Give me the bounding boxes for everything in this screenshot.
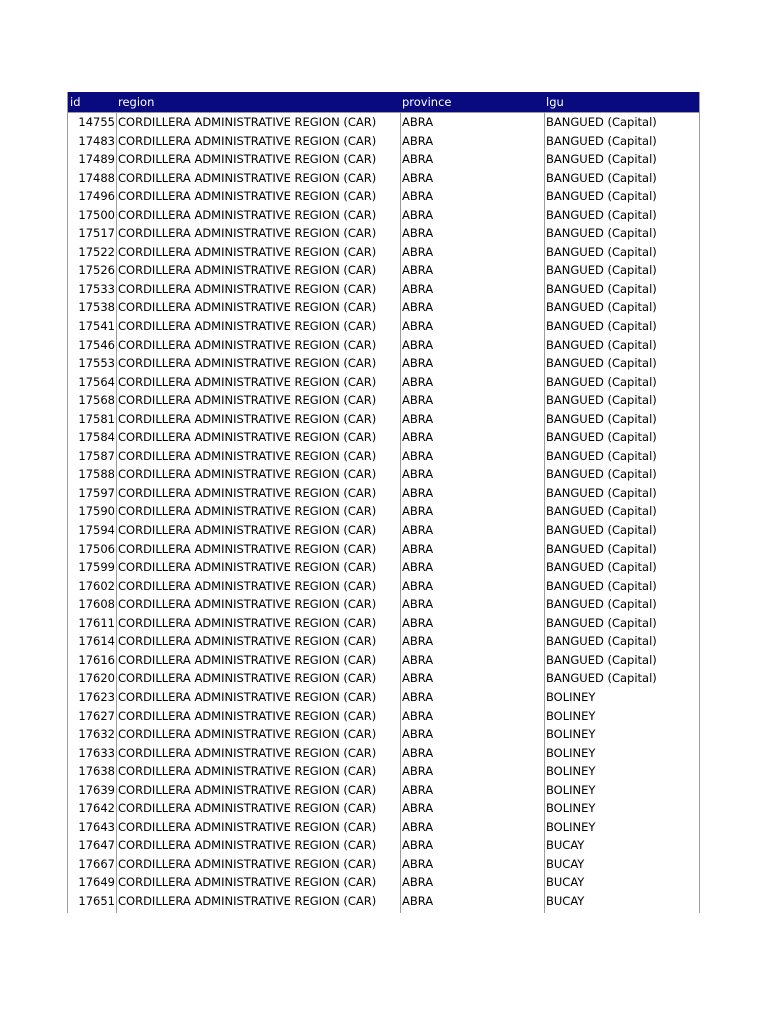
cell-id: 14755 [78,115,115,129]
cell-region: CORDILLERA ADMINISTRATIVE REGION (CAR) [118,541,377,556]
cell-region: CORDILLERA ADMINISTRATIVE REGION (CAR) [118,708,377,723]
cell-id: 17667 [78,856,115,871]
cell-province: ABRA [402,856,434,871]
header-province: province [402,95,452,109]
cell-region: CORDILLERA ADMINISTRATIVE REGION (CAR) [118,467,377,482]
table-row [68,614,699,633]
cell-province: ABRA [402,411,434,426]
table-row [68,484,699,503]
cell-id: 17506 [78,541,115,556]
cell-region: CORDILLERA ADMINISTRATIVE REGION (CAR) [118,856,377,871]
cell-lgu: BANGUED (Capital) [546,170,657,185]
cell-province: ABRA [402,189,434,204]
cell-province: ABRA [402,263,434,278]
cell-id: 17564 [78,374,115,389]
cell-province: ABRA [402,300,434,315]
cell-id: 17639 [78,782,115,797]
cell-province: ABRA [402,152,434,167]
cell-province: ABRA [402,819,434,834]
table-row [68,354,699,373]
cell-region: CORDILLERA ADMINISTRATIVE REGION (CAR) [118,189,377,204]
cell-region: CORDILLERA ADMINISTRATIVE REGION (CAR) [118,170,377,185]
cell-province: ABRA [402,467,434,482]
table-row [68,781,699,800]
cell-id: 17500 [78,207,115,222]
cell-region: CORDILLERA ADMINISTRATIVE REGION (CAR) [118,560,377,575]
cell-id: 17638 [78,764,115,779]
cell-province: ABRA [402,430,434,445]
cell-region: CORDILLERA ADMINISTRATIVE REGION (CAR) [118,578,377,593]
cell-province: ABRA [402,281,434,296]
table-row [68,669,699,688]
cell-id: 17614 [78,634,115,649]
cell-lgu: BUCAY [546,893,585,908]
cell-lgu: BANGUED (Capital) [546,504,657,519]
cell-lgu: BANGUED (Capital) [546,337,657,352]
cell-id: 17522 [78,244,115,259]
cell-lgu: BANGUED (Capital) [546,207,657,222]
cell-id: 17488 [78,170,115,185]
cell-id: 17541 [78,319,115,334]
cell-lgu: BUCAY [546,838,585,853]
table-row [68,410,699,429]
table-row [68,521,699,540]
cell-province: ABRA [402,244,434,259]
cell-province: ABRA [402,448,434,463]
cell-id: 17597 [78,485,115,500]
table-row [68,261,699,280]
cell-region: CORDILLERA ADMINISTRATIVE REGION (CAR) [118,838,377,853]
cell-lgu: BANGUED (Capital) [546,430,657,445]
cell-province: ABRA [402,337,434,352]
cell-province: ABRA [402,523,434,538]
cell-region: CORDILLERA ADMINISTRATIVE REGION (CAR) [118,727,377,742]
cell-id: 17608 [78,597,115,612]
table-row [68,502,699,521]
cell-id: 17647 [78,838,115,853]
cell-region: CORDILLERA ADMINISTRATIVE REGION (CAR) [118,244,377,259]
table-row [68,855,699,874]
cell-id: 17533 [78,281,115,296]
table-row [68,540,699,559]
cell-lgu: BOLINEY [546,708,596,723]
cell-id: 17611 [78,615,115,630]
cell-id: 17623 [78,689,115,704]
cell-province: ABRA [402,170,434,185]
cell-region: CORDILLERA ADMINISTRATIVE REGION (CAR) [118,745,377,760]
table-row [68,391,699,410]
table-row [68,206,699,225]
table-row [68,243,699,262]
cell-lgu: BANGUED (Capital) [546,374,657,389]
cell-id: 17581 [78,411,115,426]
cell-province: ABRA [402,374,434,389]
cell-region: CORDILLERA ADMINISTRATIVE REGION (CAR) [118,801,377,816]
cell-lgu: BANGUED (Capital) [546,523,657,538]
cell-id: 17584 [78,430,115,445]
cell-region: CORDILLERA ADMINISTRATIVE REGION (CAR) [118,875,377,890]
cell-province: ABRA [402,578,434,593]
cell-region: CORDILLERA ADMINISTRATIVE REGION (CAR) [118,764,377,779]
table-row [68,169,699,188]
cell-lgu: BANGUED (Capital) [546,634,657,649]
cell-region: CORDILLERA ADMINISTRATIVE REGION (CAR) [118,485,377,500]
cell-lgu: BANGUED (Capital) [546,115,657,129]
header-lgu: lgu [546,95,564,109]
cell-province: ABRA [402,597,434,612]
cell-province: ABRA [402,708,434,723]
cell-id: 17553 [78,356,115,371]
cell-region: CORDILLERA ADMINISTRATIVE REGION (CAR) [118,337,377,352]
cell-region: CORDILLERA ADMINISTRATIVE REGION (CAR) [118,319,377,334]
table-row [68,744,699,763]
cell-lgu: BANGUED (Capital) [546,485,657,500]
cell-id: 17587 [78,448,115,463]
cell-province: ABRA [402,319,434,334]
header-row [68,92,699,113]
cell-id: 17627 [78,708,115,723]
cell-province: ABRA [402,393,434,408]
cell-lgu: BANGUED (Capital) [546,281,657,296]
cell-region: CORDILLERA ADMINISTRATIVE REGION (CAR) [118,115,377,129]
table-row [68,447,699,466]
cell-region: CORDILLERA ADMINISTRATIVE REGION (CAR) [118,356,377,371]
cell-id: 17526 [78,263,115,278]
cell-region: CORDILLERA ADMINISTRATIVE REGION (CAR) [118,523,377,538]
cell-id: 17649 [78,875,115,890]
data-table [67,92,700,913]
cell-lgu: BANGUED (Capital) [546,597,657,612]
cell-province: ABRA [402,615,434,630]
cell-lgu: BOLINEY [546,819,596,834]
table-row [68,799,699,818]
cell-id: 17517 [78,226,115,241]
cell-region: CORDILLERA ADMINISTRATIVE REGION (CAR) [118,652,377,667]
header-region: region [118,95,155,109]
cell-region: CORDILLERA ADMINISTRATIVE REGION (CAR) [118,634,377,649]
cell-region: CORDILLERA ADMINISTRATIVE REGION (CAR) [118,671,377,686]
cell-region: CORDILLERA ADMINISTRATIVE REGION (CAR) [118,782,377,797]
cell-id: 17588 [78,467,115,482]
table-row [68,836,699,855]
cell-id: 17483 [78,133,115,148]
cell-region: CORDILLERA ADMINISTRATIVE REGION (CAR) [118,504,377,519]
cell-id: 17546 [78,337,115,352]
cell-region: CORDILLERA ADMINISTRATIVE REGION (CAR) [118,430,377,445]
cell-region: CORDILLERA ADMINISTRATIVE REGION (CAR) [118,615,377,630]
table-row [68,150,699,169]
cell-lgu: BANGUED (Capital) [546,152,657,167]
cell-id: 17620 [78,671,115,686]
cell-province: ABRA [402,671,434,686]
cell-province: ABRA [402,541,434,556]
table-row [68,428,699,447]
table-row [68,632,699,651]
cell-region: CORDILLERA ADMINISTRATIVE REGION (CAR) [118,207,377,222]
cell-id: 17489 [78,152,115,167]
table-row [68,725,699,744]
table-row [68,558,699,577]
cell-region: CORDILLERA ADMINISTRATIVE REGION (CAR) [118,411,377,426]
cell-region: CORDILLERA ADMINISTRATIVE REGION (CAR) [118,393,377,408]
cell-lgu: BOLINEY [546,801,596,816]
cell-lgu: BUCAY [546,856,585,871]
cell-region: CORDILLERA ADMINISTRATIVE REGION (CAR) [118,281,377,296]
cell-lgu: BANGUED (Capital) [546,541,657,556]
cell-lgu: BOLINEY [546,782,596,797]
table-row [68,465,699,484]
cell-province: ABRA [402,207,434,222]
cell-id: 17538 [78,300,115,315]
cell-region: CORDILLERA ADMINISTRATIVE REGION (CAR) [118,448,377,463]
cell-id: 17568 [78,393,115,408]
cell-region: CORDILLERA ADMINISTRATIVE REGION (CAR) [118,597,377,612]
table-row [68,280,699,299]
cell-province: ABRA [402,875,434,890]
cell-lgu: BOLINEY [546,745,596,760]
cell-province: ABRA [402,226,434,241]
cell-id: 17594 [78,523,115,538]
cell-region: CORDILLERA ADMINISTRATIVE REGION (CAR) [118,263,377,278]
cell-lgu: BANGUED (Capital) [546,578,657,593]
cell-lgu: BANGUED (Capital) [546,244,657,259]
cell-province: ABRA [402,689,434,704]
cell-lgu: BOLINEY [546,727,596,742]
cell-province: ABRA [402,893,434,908]
cell-region: CORDILLERA ADMINISTRATIVE REGION (CAR) [118,374,377,389]
cell-province: ABRA [402,634,434,649]
cell-lgu: BANGUED (Capital) [546,356,657,371]
table-row [68,224,699,243]
table-row [68,298,699,317]
table-row [68,113,699,132]
cell-province: ABRA [402,652,434,667]
table-row [68,373,699,392]
cell-id: 17642 [78,801,115,816]
cell-lgu: BUCAY [546,875,585,890]
cell-lgu: BANGUED (Capital) [546,671,657,686]
cell-id: 17496 [78,189,115,204]
cell-region: CORDILLERA ADMINISTRATIVE REGION (CAR) [118,152,377,167]
table-row [68,577,699,596]
table-row [68,688,699,707]
table-body [68,92,699,911]
cell-lgu: BANGUED (Capital) [546,319,657,334]
table-row [68,595,699,614]
cell-province: ABRA [402,745,434,760]
cell-lgu: BOLINEY [546,764,596,779]
cell-region: CORDILLERA ADMINISTRATIVE REGION (CAR) [118,226,377,241]
cell-lgu: BANGUED (Capital) [546,263,657,278]
table-row [68,707,699,726]
cell-province: ABRA [402,727,434,742]
cell-lgu: BOLINEY [546,689,596,704]
cell-id: 17633 [78,745,115,760]
cell-id: 17599 [78,560,115,575]
cell-id: 17602 [78,578,115,593]
cell-province: ABRA [402,485,434,500]
cell-region: CORDILLERA ADMINISTRATIVE REGION (CAR) [118,689,377,704]
cell-province: ABRA [402,133,434,148]
cell-province: ABRA [402,560,434,575]
cell-id: 17632 [78,727,115,742]
cell-region: CORDILLERA ADMINISTRATIVE REGION (CAR) [118,300,377,315]
cell-region: CORDILLERA ADMINISTRATIVE REGION (CAR) [118,893,377,908]
cell-lgu: BANGUED (Capital) [546,448,657,463]
cell-lgu: BANGUED (Capital) [546,467,657,482]
cell-lgu: BANGUED (Capital) [546,652,657,667]
cell-province: ABRA [402,764,434,779]
cell-id: 17643 [78,819,115,834]
cell-province: ABRA [402,838,434,853]
cell-lgu: BANGUED (Capital) [546,226,657,241]
table-row [68,892,699,911]
cell-lgu: BANGUED (Capital) [546,411,657,426]
cell-province: ABRA [402,801,434,816]
table-row [68,336,699,355]
cell-id: 17651 [78,893,115,908]
cell-lgu: BANGUED (Capital) [546,615,657,630]
cell-province: ABRA [402,504,434,519]
cell-id: 17590 [78,504,115,519]
cell-lgu: BANGUED (Capital) [546,560,657,575]
table-rows [68,113,699,911]
cell-province: ABRA [402,356,434,371]
cell-lgu: BANGUED (Capital) [546,393,657,408]
table-row [68,651,699,670]
table-row [68,873,699,892]
cell-province: ABRA [402,782,434,797]
cell-lgu: BANGUED (Capital) [546,133,657,148]
cell-region: CORDILLERA ADMINISTRATIVE REGION (CAR) [118,819,377,834]
table-row [68,187,699,206]
cell-region: CORDILLERA ADMINISTRATIVE REGION (CAR) [118,133,377,148]
table-row [68,762,699,781]
cell-province: ABRA [402,115,434,129]
table-row [68,132,699,151]
cell-lgu: BANGUED (Capital) [546,189,657,204]
header-id: id [70,95,81,109]
table-row [68,317,699,336]
cell-id: 17616 [78,652,115,667]
cell-lgu: BANGUED (Capital) [546,300,657,315]
table-row [68,818,699,837]
